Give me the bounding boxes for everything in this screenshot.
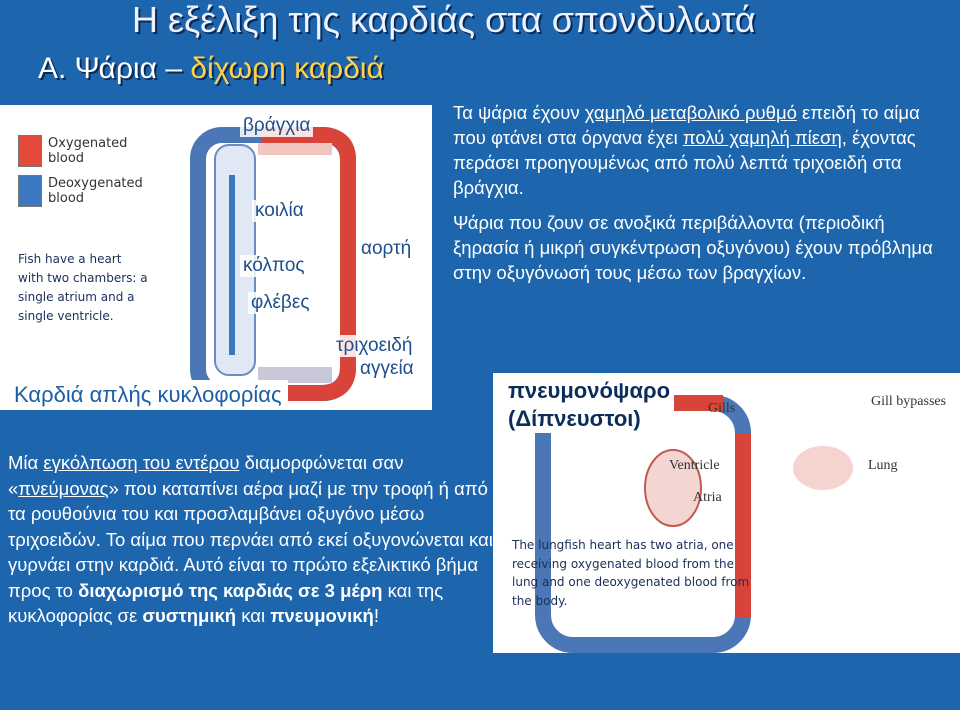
label-veins: φλέβες [248,292,312,314]
text-span: και της κυκλοφορίας σε [8,579,444,626]
subtitle-highlight: δίχωρη καρδιά [190,52,384,85]
oxygenated-swatch [18,135,42,167]
text-span: , έχοντας περάσει προηγουμένως από πολύ λεπτά τριχοειδή στα βράγχια. [453,127,916,198]
text-span: Μία [8,452,44,473]
legend-label: Oxygenated blood [48,136,128,166]
gills-capillaries [258,143,332,155]
underlined-text: εγκόλπωση του εντέρου [43,452,240,473]
label-capillaries-1: τριχοειδή [333,335,415,357]
text-span: επειδή το αίμα που φτάνει στα όργανα έχει [453,102,920,148]
label-aorta: αορτή [358,238,414,260]
text-span: ! [373,605,379,626]
paragraph-metabolism [453,100,953,200]
lungfish-title-line-1: πνευμονόψαρο [508,378,671,403]
label-gills: Gills [708,401,736,416]
lungfish-title [504,377,674,433]
lungfish-note: The lungfish heart has two atria, one receiving oxygenated blood from the lung and one deoxygenated blood from the body. [512,538,750,608]
bottom-text-block [8,450,496,629]
underlined-text: χαμηλό μεταβολικό ρυθμό [584,102,797,123]
text-span: » που καταπίνει αέρα μαζί με την τροφή ή από τα ρουθούνια του και προσλαμβάνει οξυγόνο μέσω τριχοειδών. Το αίμα που περνάει από εκεί οξυγονώνεται και γυρνάει στην καρδιά. Αυτό είναι το πρώτο εξελικτικό βήμα προς το [8,477,493,601]
legend-item-oxygenated [18,135,148,167]
text-span: και [236,605,271,626]
right-text-block [453,100,953,295]
underlined-text: πνεύμονας [18,477,109,499]
fish-figure-caption: Καρδιά απλής κυκλοφορίας [8,380,288,410]
text-span: διαμορφώνεται σαν « [8,452,404,499]
label-capillaries-2: αγγεία [357,358,417,380]
bold-text: πνευμονική [270,605,374,626]
underlined-text: πολύ χαμηλή πίεση [682,127,842,148]
section-subtitle [38,52,384,86]
label-gill-bypasses: Gill bypasses [871,394,947,409]
legend [18,135,148,215]
label-ventricle: Ventricle [669,458,720,473]
lung-shape [793,446,853,490]
legend-label: Deoxygenated blood [48,176,143,206]
legend-item-deoxygenated [18,175,148,207]
page-title: Η εξέλιξη της καρδιάς στα σπονδυλωτά [132,0,756,40]
label-lung: Lung [868,458,898,473]
label-atria: Atria [693,490,722,505]
fish-note: Fish have a heart with two chambers: a single atrium and a single ventricle. [18,252,148,323]
paragraph-anoxic: Ψάρια που ζουν σε ανοξικά περιβάλλοντα (περιοδική ξηρασία ή μικρή συγκέντρωση οξυγόνου) έχουν πρόβλημα στην οξυγόνωσή τους μέσω των βραγχίων. [453,212,933,283]
label-ventricle: κοιλία [252,200,307,222]
bold-text: συστημική [142,605,237,626]
lungfish-title-line-2: (Δίπνευστοι) [508,406,641,431]
deoxygenated-swatch [18,175,42,207]
label-gills: βράγχια [240,115,313,137]
subtitle-prefix: Α. Ψάρια – [38,52,191,85]
bold-text: διαχωρισμό της καρδιάς σε 3 μέρη [78,579,383,601]
label-atrium: κόλπος [240,255,308,277]
text-span: Τα ψάρια έχουν [453,102,585,123]
